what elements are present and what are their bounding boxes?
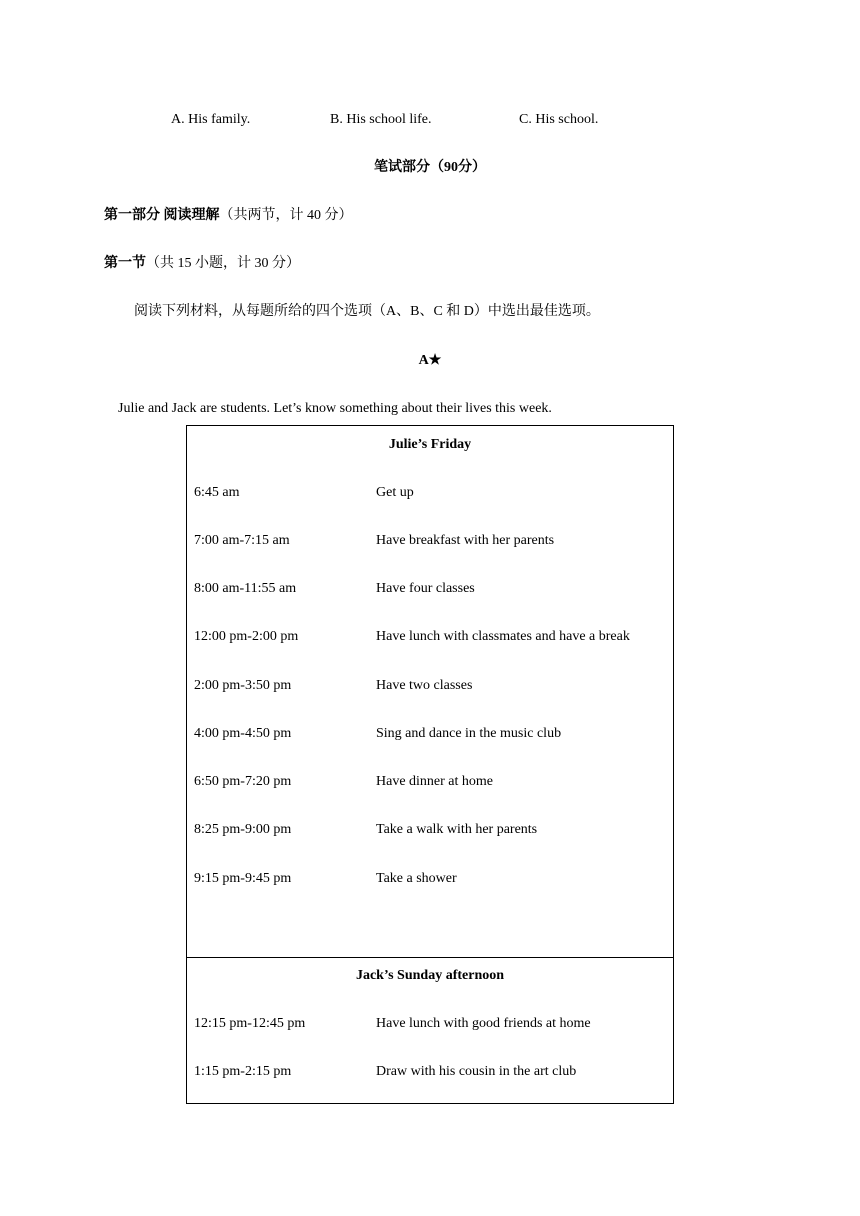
part-one-heading [104,207,353,225]
table-row [187,677,673,695]
instruction-text: 阅读下列材料，从每题所给的四个选项（A、B、C 和 D）中选出最佳选项。 [134,304,600,319]
row-time: 6:50 pm-7:20 pm [194,774,292,789]
table-row [187,1063,673,1081]
written-section-title: 笔试部分（90分） [374,160,486,175]
option-c-text: His school. [535,112,599,127]
part-one-title: 第一部分 阅读理解 [104,208,220,223]
row-activity: Sing and dance in the music club [376,726,562,741]
option-b [330,111,432,129]
passage-intro: Julie and Jack are students. Let’s know something about their lives this week. [118,401,552,416]
passage-label: A★ [418,353,442,368]
schedule-table [186,425,674,1104]
section-one-note: （共 15 小题，计 30 分） [146,256,300,271]
row-activity: Have dinner at home [376,774,494,789]
table-row [187,773,673,791]
table-row [187,870,673,888]
row-time: 4:00 pm-4:50 pm [194,726,292,741]
row-activity: Have breakfast with her parents [376,533,555,548]
section-one-heading [104,255,300,273]
row-activity: Get up [376,485,414,500]
row-time: 1:15 pm-2:15 pm [194,1064,292,1079]
section-one-title: 第一节 [104,256,146,271]
julie-schedule-title: Julie’s Friday [388,437,472,452]
jack-schedule-title: Jack’s Sunday afternoon [355,968,505,983]
table-row [187,821,673,839]
table-row [187,532,673,550]
option-a-text: His family. [188,112,251,127]
row-activity: Have two classes [376,678,473,693]
row-activity: Have lunch with classmates and have a break [376,629,630,644]
row-activity: Draw with his cousin in the art club [376,1064,577,1079]
option-c-letter: C. [519,112,532,127]
option-c [519,111,598,129]
row-time: 12:15 pm-12:45 pm [194,1016,306,1031]
row-activity: Have lunch with good friends at home [376,1016,591,1031]
table-divider [187,957,673,958]
row-time: 8:25 pm-9:00 pm [194,822,292,837]
row-time: 8:00 am-11:55 am [194,581,297,596]
row-time: 2:00 pm-3:50 pm [194,678,292,693]
option-a-letter: A. [171,112,185,127]
table-row [187,628,673,646]
option-b-text: His school life. [346,112,432,127]
row-activity: Take a walk with her parents [376,822,538,837]
row-activity: Have four classes [376,581,475,596]
row-time: 12:00 pm-2:00 pm [194,629,299,644]
table-row [187,580,673,598]
option-a [171,111,250,129]
part-one-note: （共两节，计 40 分） [219,208,353,223]
table-row [187,484,673,502]
row-activity: Take a shower [376,871,457,886]
table-row [187,1015,673,1033]
row-time: 9:15 pm-9:45 pm [194,871,292,886]
row-time: 6:45 am [194,485,240,500]
table-row [187,725,673,743]
row-time: 7:00 am-7:15 am [194,533,290,548]
option-b-letter: B. [330,112,343,127]
